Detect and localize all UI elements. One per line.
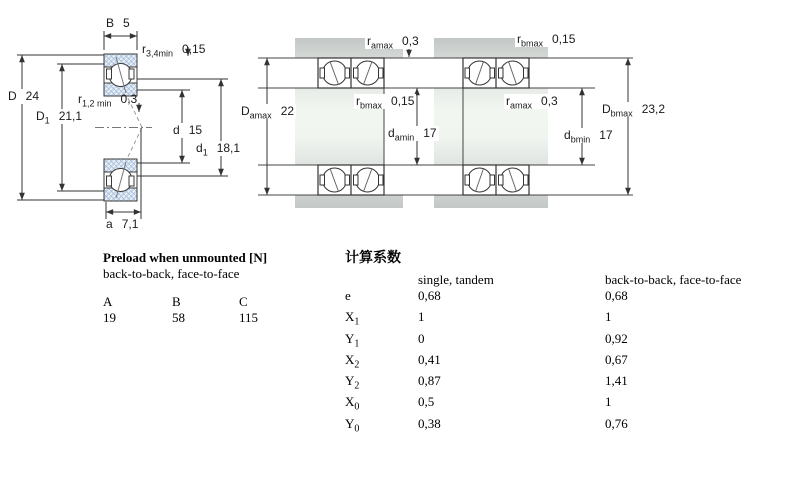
mounted-pair-diagram-a (258, 38, 448, 208)
preload-values-row (103, 310, 267, 326)
factor-row-x0: $X_0$ 0,5 1 (345, 394, 612, 414)
factor-row-x1: $X_1$ 1 1 (345, 309, 612, 328)
factors-title: 计算系数 (345, 251, 401, 266)
factor-row-e: e 0,68 0,68 (345, 288, 628, 303)
factor-row-y0: $Y_0$ 0,38 0,76 (345, 415, 628, 435)
preload-col-c: C (239, 294, 248, 309)
factors-col-btb: back-to-back, face-to-face (605, 272, 742, 287)
cage-top-right (129, 69, 134, 79)
dim-label-Dbmax: $D_{bmax}$ 23,2 (602, 102, 666, 119)
dim-label-ramax-mid: $r_{amax}$ 0,3 (367, 34, 419, 51)
dim-label-r34min: $r_{3,4min}$ 0,15 (142, 42, 206, 59)
cage-top-left (107, 69, 112, 79)
preload-col-a: A (103, 294, 113, 309)
preload-col-b: B (172, 294, 181, 309)
preload-header-row (103, 294, 267, 310)
dim-label-rbmax-right: $r_{bmax}$ 0,15 (517, 32, 576, 49)
dim-label-d: d 15 (173, 123, 203, 137)
dim-label-Damax: $D_{amax}$ 22 (241, 104, 295, 121)
preload-value-c: 115 (239, 310, 259, 325)
dim-label-rbmax-mid: $r_{bmax}$ 0,15 (356, 94, 415, 111)
cage-bottom-left (107, 176, 112, 186)
dim-label-ramax-right: $r_{amax}$ 0,3 (506, 94, 558, 111)
factors-col-single: single, tandem (418, 272, 494, 287)
single-bearing-diagram (95, 54, 152, 201)
dim-label-dbmin: $d_{bmin}$ 17 (564, 128, 613, 145)
dim-label-d1: $d_1$ 18,1 (196, 141, 241, 158)
contact-angle-line-bottom (125, 128, 142, 164)
factor-row-y1: $Y_1$ 0 0,92 (345, 330, 628, 350)
dim-label-a: a 7,1 (106, 217, 139, 231)
dim-label-B: B 5 (106, 16, 130, 30)
factor-row-x2: $X_2$ 0,41 0,67 (345, 351, 628, 371)
preload-title: Preload when unmounted [N] (103, 250, 268, 265)
preload-value-a: 19 (103, 310, 116, 325)
dim-label-D1: $D_1$ 21,1 (36, 109, 83, 126)
dim-label-r12min: $r_{1,2 min}$ 0,3 (78, 92, 138, 109)
factors-table (345, 250, 741, 437)
factors-header-row (345, 272, 741, 288)
preload-value-b: 58 (172, 310, 185, 325)
dim-label-D: D 24 (8, 89, 40, 103)
dim-label-damin: $d_{amin}$ 17 (388, 126, 437, 143)
cage-bottom-right (129, 176, 134, 186)
factor-row-y2: $Y_2$ 0,87 1,41 (345, 373, 628, 392)
preload-subtitle: back-to-back, face-to-face (103, 266, 240, 281)
mounted-pair-diagram-b (430, 38, 633, 208)
preload-table (103, 250, 267, 326)
